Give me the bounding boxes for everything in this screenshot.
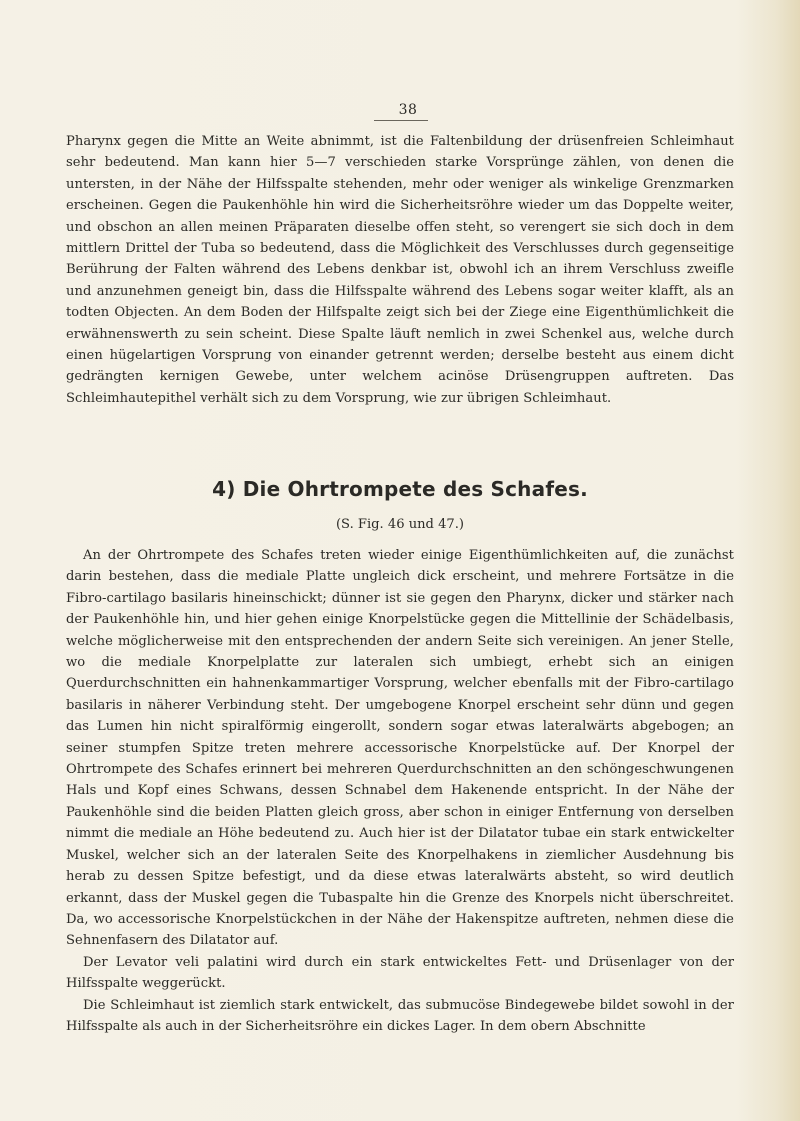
section-heading: 4) Die Ohrtrompete des Schafes.	[212, 477, 588, 501]
page-number-rule	[374, 120, 428, 121]
paragraph: An der Ohrtrompete des Schafes treten wieder einige Eigenthümlichkeiten auf, die zunächst darin bestehen, dass die mediale Platte ungleich dick erscheint, und mehrere Fortsätze in die Fibro-cartilago basilaris hineinschickt; dünner ist sie gegen den Pharynx, dicker und stärker nach der Paukenhöhle hin, und hier gehen einige Knorpelstücke gegen die Mittellinie der Schädelbasis, welche möglicherweise mit den entsprechenden der andern Seite sich vereinigen. An jener Stelle, wo die mediale Knorpelplatte zur lateralen sich umbiegt, erhebt sich an einigen Querdurchschnitten ein hahnenkammartiger Vorsprung, welcher ebenfalls mit der Fibro-cartilago basilaris in näherer Verbindung steht. Der umgebogene Knorpel erscheint sehr dünn und gegen das Lumen hin nicht spiralförmig eingerollt, sondern sogar etwas lateralwärts abgebogen; an seiner stumpfen Spitze treten mehrere accessorische Knorpelstücke auf. Der Knorpel der Ohrtrompete des Schafes erinnert bei mehreren Querdurchschnitten an den schöngeschwungenen Hals und Kopf eines Schwans, dessen Schnabel dem Hakenende entspricht. In der Nähe der Paukenhöhle sind die beiden Platten gleich gross, aber schon in einiger Entfernung von derselben nimmt die mediale an Höhe bedeutend zu. Auch hier ist der Dilatator tubae ein stark entwickelter Muskel, welcher sich an der lateralen Seite des Knorpelhakens in ziemlicher Ausdehnung bis herab zu dessen Spitze befestigt, und da diese etwas lateralwärts absteht, so wird deutlich erkannt, dass der Muskel gegen die Tubaspalte hin die Grenze des Knorpels nicht überschreitet. Da, wo accessorische Knorpelstückchen in der Nähe der Hakenspitze auftreten, nehmen diese die Sehnenfasern des Dilatator auf.	[66, 548, 734, 949]
paragraph: Die Schleimhaut ist ziemlich stark entwickelt, das submucöse Bindegewebe bildet sowohl in der Hilfsspalte als auch in der Sicherheitsröhre ein dickes Lager. In dem obern Abschnitte	[66, 997, 734, 1034]
figure-reference: (S. Fig. 46 und 47.)	[335, 517, 465, 532]
page-number: 38	[398, 102, 418, 118]
section-body	[66, 545, 734, 1037]
intro-paragraph: Pharynx gegen die Mitte an Weite abnimmt, ist die Faltenbildung der drüsenfreien Schleimhaut sehr bedeutend. Man kann hier 5—7 verschieden starke Vorsprünge zählen, von denen die untersten, in der Nähe der Hilfsspalte stehenden, mehr oder weniger als winkelige Grenzmarken erscheinen. Gegen die Paukenhöhle hin wird die Sicherheitsröhre wieder um das Doppelte weiter, und obschon an allen meinen Präparaten dieselbe offen steht, so verengert sie sich doch in dem mittlern Drittel der Tuba so bedeutend, dass die Möglichkeit des Verschlusses durch gegenseitige Berührung der Falten während des Lebens denkbar ist, obwohl ich an ihrem Verschluss zweifle und anzunehmen geneigt bin, dass die Hilfsspalte während des Lebens sogar weiter klafft, als an todten Objecten. An dem Boden der Hilfspalte zeigt sich bei der Ziege eine Eigenthümlichkeit die erwähnenswerth zu sein scheint. Diese Spalte läuft nemlich in zwei Schenkel aus, welche durch einen hügelartigen Vorsprung von einander getrennt werden; derselbe besteht aus einem dicht gedrängten kernigen Gewebe, unter welchem acinöse Drüsengruppen auftreten. Das Schleimhautepithel verhält sich zu dem Vorsprung, wie zur übrigen Schleimhaut.	[66, 134, 734, 406]
intro-paragraph-block	[66, 131, 734, 409]
paragraph: Der Levator veli palatini wird durch ein stark entwickeltes Fett- und Drüsenlager von der Hilfsspalte weggerückt.	[66, 954, 734, 992]
